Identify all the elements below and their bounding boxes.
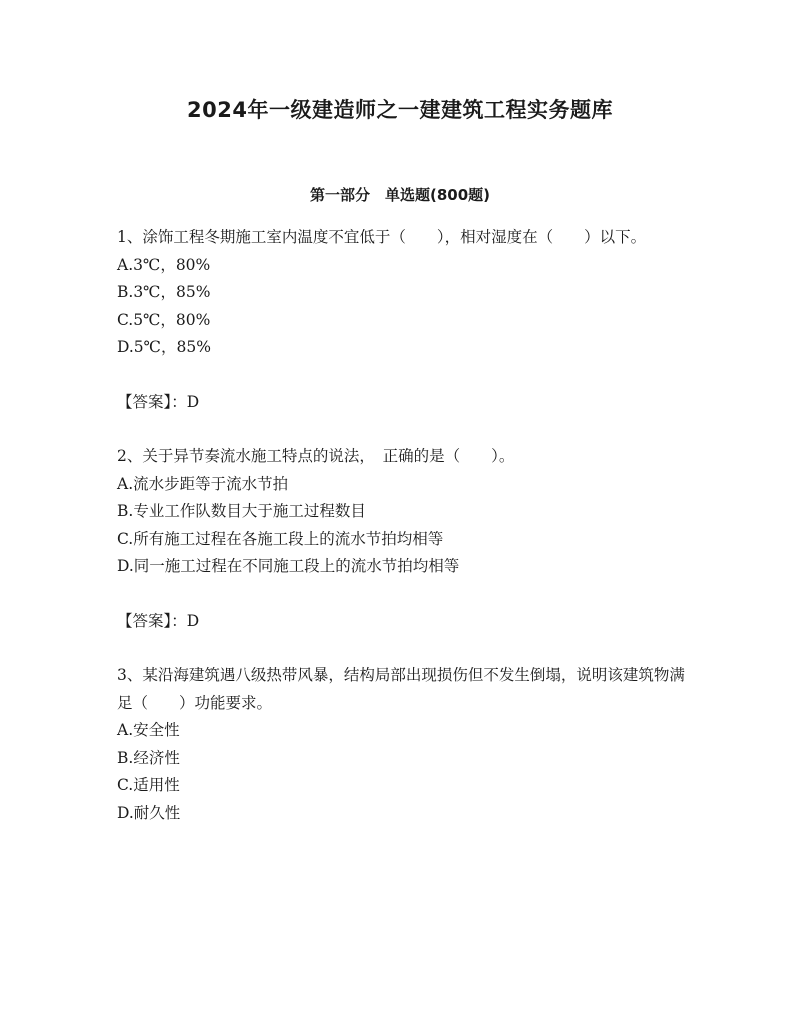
option-d: D.同一施工过程在不同施工段上的流水节拍均相等 — [117, 557, 460, 575]
option-b: B.3℃，85% — [117, 283, 211, 301]
question-list — [117, 224, 687, 827]
option-c: C.所有施工过程在各施工段上的流水节拍均相等 — [117, 529, 444, 548]
question-text: 3、某沿海建筑遇八级热带风暴，结构局部出现损伤但不发生倒塌，说明该建筑物满足（ ）功能要求。 — [117, 666, 685, 712]
option-d: D.5℃，85% — [117, 338, 211, 356]
option-a: A.3℃，80% — [117, 255, 211, 274]
option-c: C.适用性 — [117, 776, 180, 794]
question-2 — [117, 443, 687, 635]
option-d: D.耐久性 — [117, 803, 181, 822]
document-title: 2024年一级建造师之一建建筑工程实务题库 — [187, 98, 613, 122]
question-1 — [117, 224, 687, 416]
option-b: B.专业工作队数目大于施工过程数目 — [117, 502, 366, 520]
answer-line: 【答案】：D — [117, 611, 200, 630]
option-b: B.经济性 — [117, 748, 180, 767]
option-a: A.安全性 — [117, 721, 180, 739]
answer-line: 【答案】：D — [117, 392, 200, 411]
question-3 — [117, 662, 687, 827]
question-text: 1、涂饰工程冬期施工室内温度不宜低于（ ），相对湿度在（ ）以下。 — [117, 228, 647, 246]
question-text: 2、关于异节奏流水施工特点的说法， 正确的是（ ）。 — [117, 447, 515, 465]
option-c: C.5℃，80% — [117, 310, 211, 329]
section-heading: 第一部分 单选题(800题) — [309, 186, 491, 204]
option-a: A.流水步距等于流水节拍 — [117, 474, 289, 493]
